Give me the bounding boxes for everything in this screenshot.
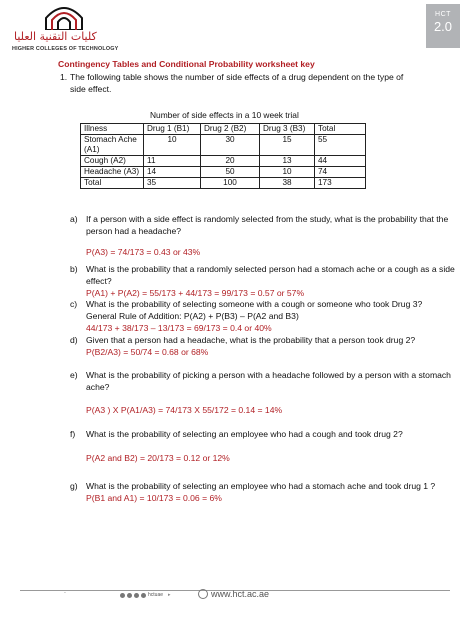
table-cell: 74 [315,167,366,178]
table-cell: 10 [260,167,315,178]
table-row [81,156,366,167]
part-answer: P(A2 and B2) = 20/173 = 0.12 or 12% [86,453,230,463]
table-cell: 20 [201,156,260,167]
table-cell: 173 [315,178,366,189]
logo-english-text: HIGHER COLLEGES OF TECHNOLOGY [12,46,119,52]
addition-rule: General Rule of Addition: P(A2) + P(B3) – P(A2 and B3) [86,311,299,321]
part-question: What is the probability of selecting someone with a cough or someone who took Drug 3? [86,299,423,309]
table-cell: Cough (A2) [81,156,144,167]
footer-separator-icon: ▸ [168,592,171,598]
part-answer: P(B2/A3) = 50/74 = 0.68 or 68% [86,347,209,357]
dome-icon [42,4,86,30]
youtube-icon[interactable] [141,593,146,598]
website-url: www.hct.ac.ae [211,589,270,599]
part-label: g) [70,481,78,491]
table-header-cell: Drug 2 (B2) [201,124,260,135]
table-cell: Stomach Ache (A1) [81,135,144,156]
social-handle: hctuae [148,592,164,598]
part-question: If a person with a side effect is randomly selected from the study, what is the probability that the person had a headache? [86,214,449,236]
table-cell: 35 [144,178,201,189]
table-cell: 30 [201,135,260,156]
globe-icon [198,589,208,599]
social-links [120,592,174,598]
table-row [81,135,366,156]
logo-arabic-text: كليات التقنية العليا [14,30,97,43]
table-header-cell: Total [315,124,366,135]
question-1-number: 1. [60,72,68,82]
part-label: c) [70,299,78,309]
badge-bottom-text: 2.0 [433,19,453,34]
table-cell: 50 [201,167,260,178]
table-cell: 13 [260,156,315,167]
table-cell: Headache (A3) [81,167,144,178]
part-answer: P(A1) + P(A2) = 55/173 + 44/173 = 99/173 = 0.57 or 57% [86,288,305,298]
question-1-text: The following table shows the number of side effects of a drug dependent on the type of side effect. [70,72,404,94]
badge-top-text: HCT [435,11,451,18]
table-cell: 100 [201,178,260,189]
part-label: a) [70,214,78,224]
table-cell: 14 [144,167,201,178]
table-cell: 10 [144,135,201,156]
part-question: What is the probability that a randomly selected person had a stomach ache or a cough as a side effect? [86,264,455,286]
hct-logo [8,4,128,60]
part-question: What is the probability of picking a person with a headache followed by a person with a stomach ache? [86,370,451,392]
part-question: Given that a person had a headache, what is the probability that a person took drug 2? [86,335,416,345]
part-label: f) [70,429,76,439]
part-question: What is the probability of selecting an employee who had a cough and took drug 2? [86,429,403,439]
part-answer: P(B1 and A1) = 10/173 = 0.06 = 6% [86,493,222,503]
table-header-cell: Drug 1 (B1) [144,124,201,135]
part-label: e) [70,370,78,380]
footer-marker: . [64,588,66,595]
part-question: What is the probability of selecting an employee who had a stomach ache and took drug 1 ? [86,481,436,491]
table-row [81,167,366,178]
table-header-cell: Drug 3 (B3) [260,124,315,135]
facebook-icon[interactable] [120,593,125,598]
table-header-row [81,124,366,135]
part-label: d) [70,335,78,345]
part-answer: 44/173 + 38/173 – 13/173 = 69/173 = 0.4 or 40% [86,323,272,333]
hct-badge [426,4,460,48]
worksheet-title: Contingency Tables and Conditional Probability worksheet key [58,59,315,69]
table-cell: 55 [315,135,366,156]
part-label: b) [70,264,78,274]
table-cell: 44 [315,156,366,167]
part-answer: P(A3 ) X P(A1/A3) = 74/173 X 55/172 = 0.14 = 14% [86,405,283,415]
table-row [81,178,366,189]
table-cell: 38 [260,178,315,189]
table-caption: Number of side effects in a 10 week trial [150,110,299,120]
side-effects-table [80,123,366,189]
table-cell: 15 [260,135,315,156]
table-cell: Total [81,178,144,189]
twitter-icon[interactable] [127,593,132,598]
instagram-icon[interactable] [134,593,139,598]
table-cell: 11 [144,156,201,167]
part-answer: P(A3) = 74/173 = 0.43 or 43% [86,247,201,257]
table-header-cell: Illness [81,124,144,135]
website-link[interactable] [198,589,269,599]
page-footer [0,572,474,632]
